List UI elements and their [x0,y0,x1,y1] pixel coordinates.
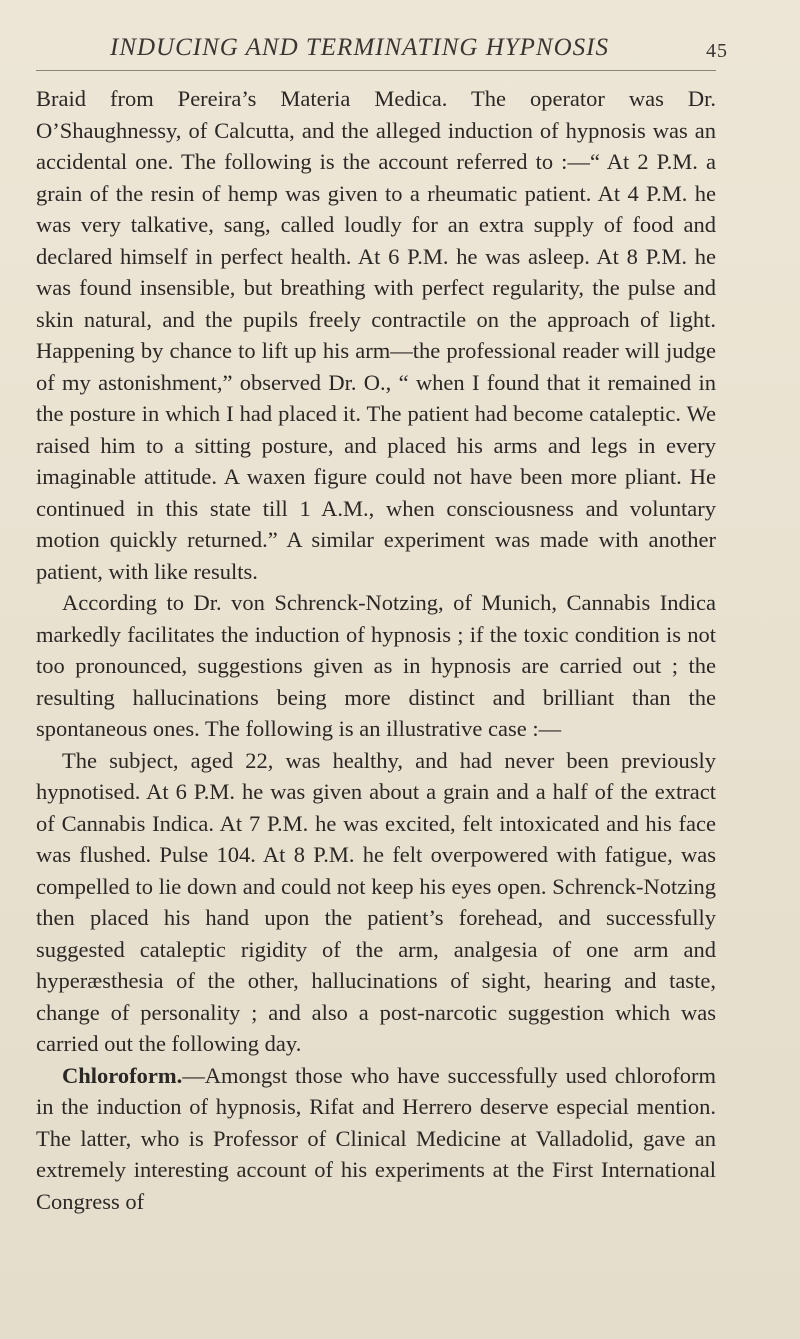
body-text [36,83,716,1217]
paragraph-3: The subject, aged 22, was healthy, and had never been previously hypnotised. At 6 P.M. he was given about a grain and a half of the extract of Cannabis Indica. At 7 P.M. he was excited, felt intoxicated and his face was flushed. Pulse 104. At 8 P.M. he felt overpowered with fatigue, was compelled to lie down and could not keep his eyes open. Schrenck-Notzing then placed his hand upon the patient’s forehead, and successfully suggested cataleptic rigidity of the arm, analgesia of one arm and hyperæsthesia of the other, hallucinations of sight, hearing and taste, change of personality ; and also a post-narcotic suggestion which was carried out the following day. [36,747,716,1056]
paragraph-4-text: —Amongst those who have successfully used chloroform in the induction of hypnosis, Rifat and Herrero deserve especial mention. The latter, who is Professor of Clinical Medicine at Valladolid, gave an extremely interesting account of his experiments at the First International Congress of [36,1062,716,1214]
section-heading-chloroform: Chloroform. [62,1062,183,1088]
running-header [110,34,728,66]
header-rule [36,70,716,71]
paragraph-2: According to Dr. von Schrenck-Notzing, of Munich, Cannabis Indica markedly facilitates the induction of hypnosis ; if the toxic condition is not too pronounced, suggestions given as in hypnosis are carried out ; the resulting hallucinations being more distinct and brilliant than the spontaneous ones. The following is an illustrative case :— [36,590,716,741]
paragraph-1: Braid from Pereira’s Materia Medica. The operator was Dr. O’Shaughnessy, of Calcutta, and the alleged induction of hypnosis was an accidental one. The following is the account referred to :—“ At 2 P.M. a grain of the resin of hemp was given to a rheumatic patient. At 4 P.M. he was very talkative, sang, called loudly for an extra supply of food and declared himself in perfect health. At 6 P.M. he was asleep. At 8 P.M. he was found insensible, but breathing with perfect regularity, the pulse and skin natural, and the pupils freely contractile on the approach of light. Happening by chance to lift up his arm—the professional reader will judge of my astonishment,” observed Dr. O., “ when I found that it remained in the posture in which I had placed it. The patient had become cataleptic. We raised him to a sitting posture, and placed his arms and legs in every imaginable attitude. A waxen figure could not have been more pliant. He continued in this state till 1 A.M., when consciousness and voluntary motion quickly returned.” A similar experiment was made with another patient, with like results. [36,86,716,584]
paragraph-4 [36,1060,716,1218]
page-number: 45 [706,40,728,62]
running-title: INDUCING AND TERMINATING HYPNOSIS [110,34,609,61]
